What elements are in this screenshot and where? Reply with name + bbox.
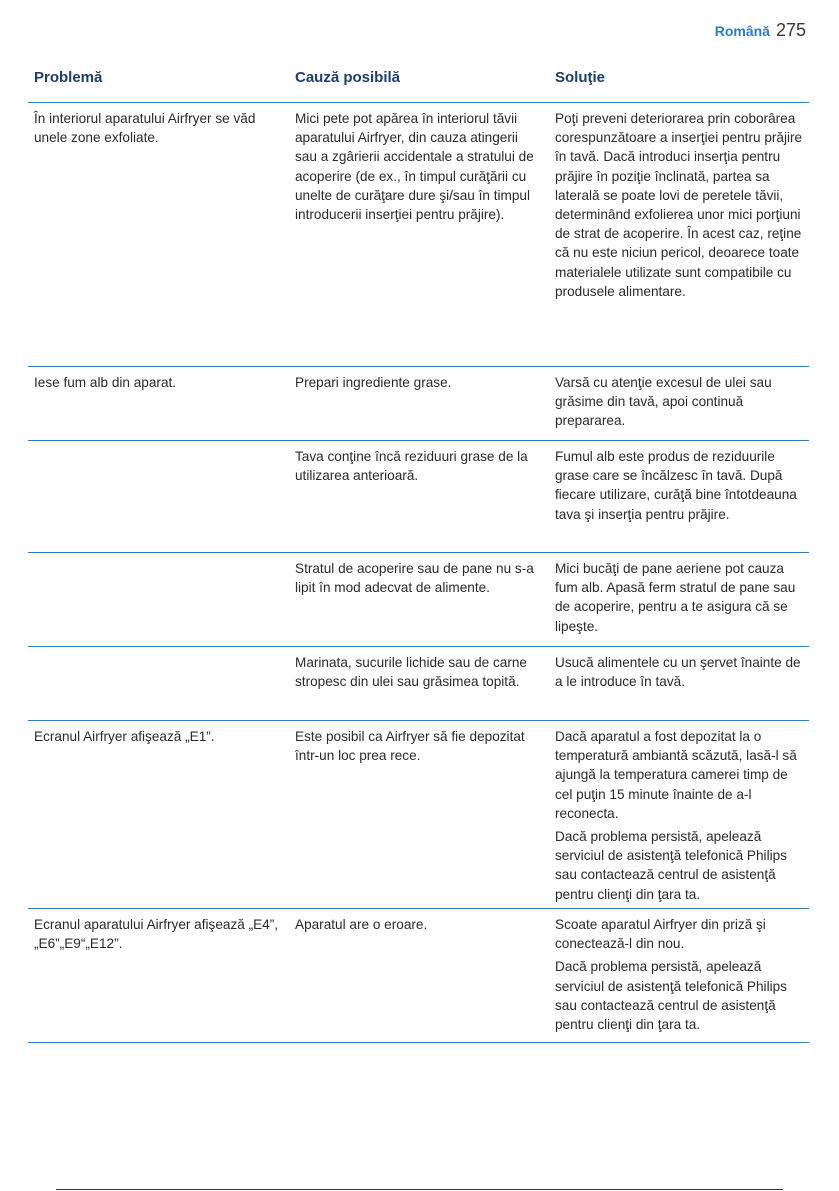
problem-text: Ecranul Airfryer afişează „E1”. bbox=[34, 729, 215, 744]
cause-cell bbox=[289, 441, 549, 552]
cause-cell bbox=[289, 103, 549, 366]
table-row bbox=[28, 441, 809, 553]
solution-text: Dacă problema persistă, apelează serviciul de asistenţă telefonică Philips sau contactează centrul de asistenţă pentru clienţi din ţara ta. bbox=[555, 959, 787, 1033]
table-row bbox=[28, 909, 809, 1043]
problem-cell bbox=[28, 909, 289, 1042]
solution-text: Mici bucăţi de pane aeriene pot cauza fum alb. Apasă ferm stratul de pane sau de acoperire, pentru a te asigura că se lipeşte. bbox=[555, 561, 796, 634]
cause-text: Este posibil ca Airfryer să fie depozitat într-un loc prea rece. bbox=[295, 729, 525, 764]
problem-cell bbox=[28, 553, 289, 646]
solution-text: Fumul alb este produs de reziduurile grase care se încălzesc în tavă. După fiecare utilizare, curăţă bine întotdeauna tava şi inserţia pentru prăjire. bbox=[555, 449, 797, 522]
troubleshooting-table bbox=[28, 68, 809, 1043]
solution-text: Dacă aparatul a fost depozitat la o temperatură ambiantă scăzută, lasă-l să ajungă la temperatura camerei timp de cel puţin 15 minute înainte de a-l reconecta. bbox=[555, 729, 797, 821]
problem-cell bbox=[28, 103, 289, 366]
column-header-cause: Cauză posibilă bbox=[295, 69, 401, 86]
column-header-solution: Soluţie bbox=[555, 69, 606, 86]
cause-cell bbox=[289, 909, 549, 1042]
solution-cell bbox=[549, 553, 809, 646]
solution-cell bbox=[549, 647, 809, 720]
page-number: 275 bbox=[775, 20, 806, 40]
problem-text: În interiorul aparatului Airfryer se văd unele zone exfoliate. bbox=[34, 111, 256, 146]
cause-cell bbox=[289, 721, 549, 912]
solution-cell bbox=[549, 441, 809, 552]
page-header bbox=[715, 20, 806, 41]
solution-text: Poţi preveni deteriorarea prin coborârea corespunzătoare a inserţiei pentru prăjire în tavă. Dacă introduci inserţia pentru prăjire în poziţie înclinată, partea sa laterală se poate lovi de peretele tăvii, determinând exfolierea unor mici porţiuni de strat de acoperire. În acest caz, reţine că nu este niciun pericol, deoarece toate materialele utilizate sunt compatibile cu produsele alimentare. bbox=[555, 111, 803, 299]
problem-cell bbox=[28, 441, 289, 552]
column-header-problem: Problemă bbox=[34, 69, 103, 86]
solution-cell bbox=[549, 721, 809, 912]
solution-cell bbox=[549, 103, 809, 366]
cause-text: Mici pete pot apărea în interiorul tăvii aparatului Airfryer, din cauza atingerii sau a zgârierii accidentale a stratului de acoperire (de ex., în timpul curăţării cu unelte de curăţare dure şi/sau în timpul introducerii inserţiei pentru prăjire). bbox=[295, 111, 534, 223]
solution-text: Dacă problema persistă, apelează serviciul de asistenţă telefonică Philips sau contactează centrul de asistenţă pentru clienţi din ţara ta. bbox=[555, 829, 787, 902]
cause-cell bbox=[289, 647, 549, 720]
problem-text: Ecranul aparatului Airfryer afişează „E4”, „E6”„E9“„E12”. bbox=[34, 917, 279, 952]
solution-text: Varsă cu atenţie excesul de ulei sau grăsime din tavă, apoi continuă prepararea. bbox=[555, 375, 772, 429]
cause-cell bbox=[289, 367, 549, 440]
table-row bbox=[28, 647, 809, 721]
table-row bbox=[28, 721, 809, 909]
table-row bbox=[28, 103, 809, 367]
table-row bbox=[28, 553, 809, 647]
cause-text: Stratul de acoperire sau de pane nu s-a lipit în mod adecvat de alimente. bbox=[295, 561, 534, 596]
problem-cell bbox=[28, 647, 289, 720]
table-header-row bbox=[28, 68, 809, 103]
solution-text: Scoate aparatul Airfryer din priză şi conectează-l din nou. bbox=[555, 917, 766, 952]
cause-text: Tava conţine încă reziduuri grase de la utilizarea anterioară. bbox=[295, 449, 528, 484]
solution-text: Usucă alimentele cu un şervet înainte de a le introduce în tavă. bbox=[555, 655, 801, 690]
solution-cell bbox=[549, 909, 809, 1042]
problem-cell bbox=[28, 367, 289, 440]
cause-cell bbox=[289, 553, 549, 646]
footer-divider bbox=[56, 1189, 783, 1190]
solution-cell bbox=[549, 367, 809, 440]
problem-cell bbox=[28, 721, 289, 912]
cause-text: Marinata, sucurile lichide sau de carne stropesc din ulei sau grăsimea topită. bbox=[295, 655, 527, 690]
cause-text: Prepari ingrediente grase. bbox=[295, 375, 452, 390]
table-row bbox=[28, 367, 809, 441]
language-label: Română bbox=[714, 23, 770, 39]
problem-text: Iese fum alb din aparat. bbox=[34, 375, 177, 390]
cause-text: Aparatul are o eroare. bbox=[295, 917, 428, 932]
